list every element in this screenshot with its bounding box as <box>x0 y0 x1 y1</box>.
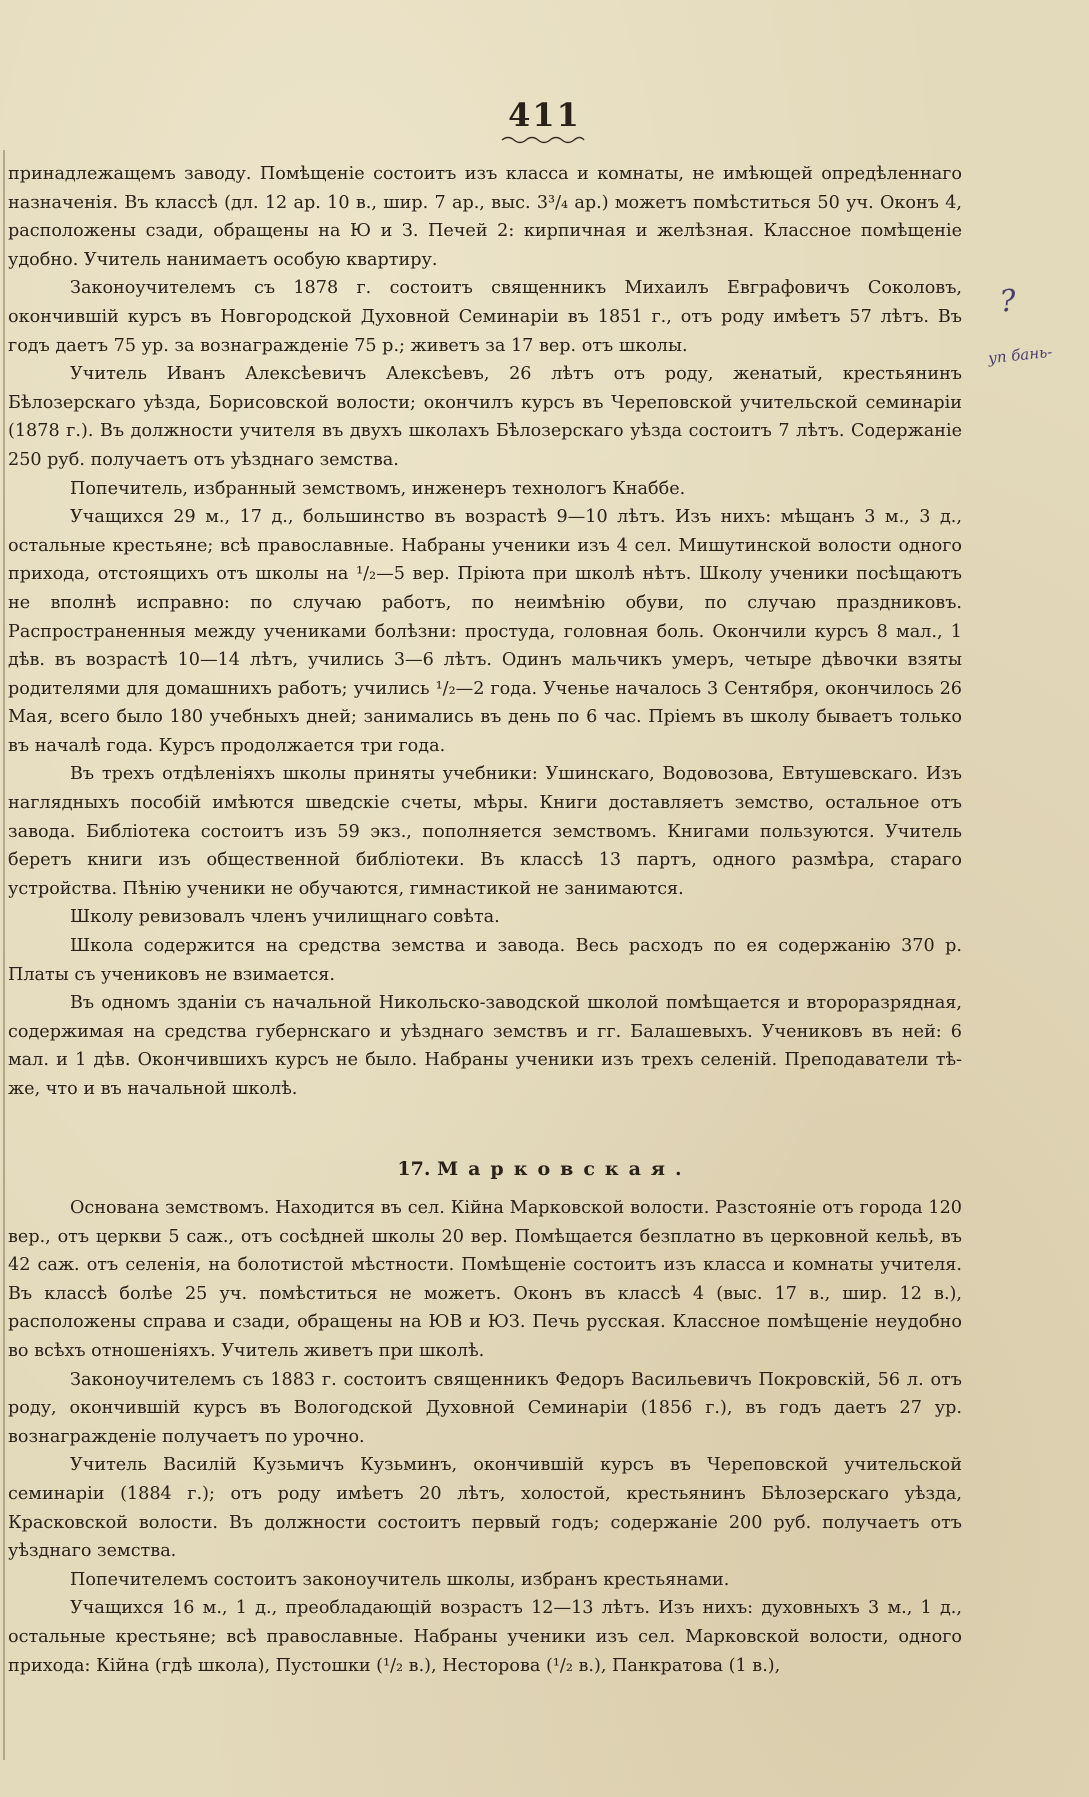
paragraph: Въ трехъ отдѣленіяхъ школы приняты учебники: Ушинскаго, Водовозова, Евтушевскаго. Изъ наглядныхъ пособій имѣются шведскіе счеты, мѣры. Книги доставляетъ земство, остальное отъ завода. Библіотека состоитъ изъ 59 экз., пополняется земствомъ. Книгами пользуются. Учитель беретъ книги изъ общественной библіотеки. Въ классѣ 13 партъ, одного размѣра, стараго устройства. Пѣнію ученики не обучаются, гимнастикой не занимаются. <box>8 764 962 899</box>
paragraph: Школа содержится на средства земства и завода. Весь расходъ по ея содержанію 370 р. Платы съ учениковъ не взимается. <box>8 936 962 985</box>
margin-note-handwritten: уп бань- <box>987 342 1054 368</box>
paragraph: Основана земствомъ. Находится въ сел. Кійна Марковской волости. Разстояніе отъ города 120 вер., отъ церкви 5 саж., отъ сосѣдней школы 20 вер. Помѣщается безплатно въ церковной кельѣ, въ 42 саж. отъ селенія, на болотистой мѣстности. Помѣщеніе состоитъ изъ класса и комнаты учителя. Въ классѣ болѣе 25 уч. помѣститься не можетъ. Оконъ въ классѣ 4 (выс. 17 в., шир. 12 в.), расположены справа и сзади, обращены на ЮВ и ЮЗ. Печь русская. Классное помѣщеніе неудобно во всѣхъ отношеніяхъ. Учитель живетъ при школѣ. <box>8 1198 962 1361</box>
section-title: Марковская. <box>437 1158 692 1180</box>
page-number: 411 <box>508 96 581 134</box>
paragraph: Учитель Иванъ Алексѣевичъ Алексѣевъ, 26 лѣтъ отъ роду, женатый, крестьянинъ Бѣлозерскаго уѣзда, Борисовской волости; окончилъ курсъ въ Череповской учительской семинаріи (1878 г.). Въ должности учителя въ двухъ школахъ Бѣлозерскаго уѣзда состоитъ 7 лѣтъ. Содержаніе 250 руб. получаетъ отъ уѣзднаго земства. <box>8 364 962 470</box>
margin-note-question: ? <box>998 283 1018 320</box>
paragraph: принадлежащемъ заводу. Помѣщеніе состоитъ изъ класса и комнаты, не имѣющей опредѣленнаго назначенія. Въ классѣ (дл. 12 ар. 10 в., шир. 7 ар., выс. 3³/₄ ар.) можетъ помѣститься 50 уч. Оконъ 4, расположены сзади, обращены на Ю и З. Печей 2: кирпичная и желѣзная. Классное помѣщеніе удобно. Учитель нанимаетъ особую квартиру. <box>8 164 962 270</box>
paragraph: Школу ревизовалъ членъ училищнаго совѣта. <box>70 907 500 928</box>
paragraph: Учащихся 29 м., 17 д., большинство въ возрастѣ 9—10 лѣтъ. Изъ нихъ: мѣщанъ 3 м., 3 д., остальные крестьяне; всѣ православные. Набраны ученики изъ 4 сел. Мишутинской волости одного прихода, отстоящихъ отъ школы на ¹/₂—5 вер. Пріюта при школѣ нѣтъ. Школу ученики посѣщаютъ не вполнѣ исправно: по случаю работъ, по неимѣнію обуви, по случаю праздниковъ. Распространенныя между учениками болѣзни: простуда, головная боль. Окончили курсъ 8 мал., 1 дѣв. въ возрастѣ 10—14 лѣтъ, учились 3—6 лѣтъ. Одинъ мальчикъ умеръ, четыре дѣвочки взяты родителями для домашнихъ работъ; учились ¹/₂—2 года. Ученье началось 3 Сентября, окончилось 26 Мая, всего было 180 учебныхъ дней; занимались въ день по 6 час. Пріемъ въ школу бываетъ только въ началѣ года. Курсъ продолжается три года. <box>8 507 962 756</box>
page-number-ornament <box>500 134 586 144</box>
paragraph: Попечителемъ состоитъ законоучитель школы, избранъ крестьянами. <box>70 1569 730 1590</box>
upper-text-block <box>8 160 962 1104</box>
paragraph: Учитель Василій Кузьмичъ Кузьминъ, окончившій курсъ въ Череповской учительской семинаріи (1884 г.); отъ роду имѣетъ 20 лѣтъ, холостой, крестьянинъ Бѣлозерскаго уѣзда, Красковской волости. Въ должности состоитъ первый годъ; содержаніе 200 руб. получаетъ отъ уѣзднаго земства. <box>8 1455 962 1562</box>
paragraph: Законоучителемъ съ 1878 г. состоитъ священникъ Михаилъ Евграфовичъ Соколовъ, окончившій курсъ въ Новгородской Духовной Семинаріи въ 1851 г., отъ роду имѣетъ 57 лѣтъ. Въ годъ даетъ 75 ур. за вознагражденіе 75 р.; живетъ за 17 вер. отъ школы. <box>8 278 962 356</box>
lower-text-block <box>8 1194 962 1680</box>
paragraph: Въ одномъ зданіи съ начальной Никольско-заводской школой помѣщается и второразрядная, содержимая на средства губернскаго и уѣзднаго земствъ и гг. Балашевыхъ. Учениковъ въ ней: 6 мал. и 1 дѣв. Окончившихъ курсъ не было. Набраны ученики изъ трехъ селеній. Преподаватели тѣ-же, что и въ начальной школѣ. <box>8 993 962 1099</box>
section-heading <box>0 1158 1089 1180</box>
section-number: 17. <box>397 1158 431 1180</box>
page-edge-shadow <box>3 150 5 1760</box>
paragraph: Законоучителемъ съ 1883 г. состоитъ священникъ Федоръ Васильевичъ Покровскій, 56 л. отъ роду, окончившій курсъ въ Вологодской Духовной Семинаріи (1856 г.), въ годъ даетъ 27 ур. вознагражденіе получаетъ по урочно. <box>8 1369 962 1447</box>
paragraph: Учащихся 16 м., 1 д., преобладающій возрастъ 12—13 лѣтъ. Изъ нихъ: духовныхъ 3 м., 1 д., остальные крестьяне; всѣ православные. Набраны ученики изъ сел. Марковской волости, одного прихода: Кійна (гдѣ школа), Пустошки (¹/₂ в.), Несторова (¹/₂ в.), Панкратова (1 в.), <box>8 1598 962 1676</box>
paragraph: Попечитель, избранный земствомъ, инженеръ технологъ Кнаббе. <box>70 478 686 499</box>
